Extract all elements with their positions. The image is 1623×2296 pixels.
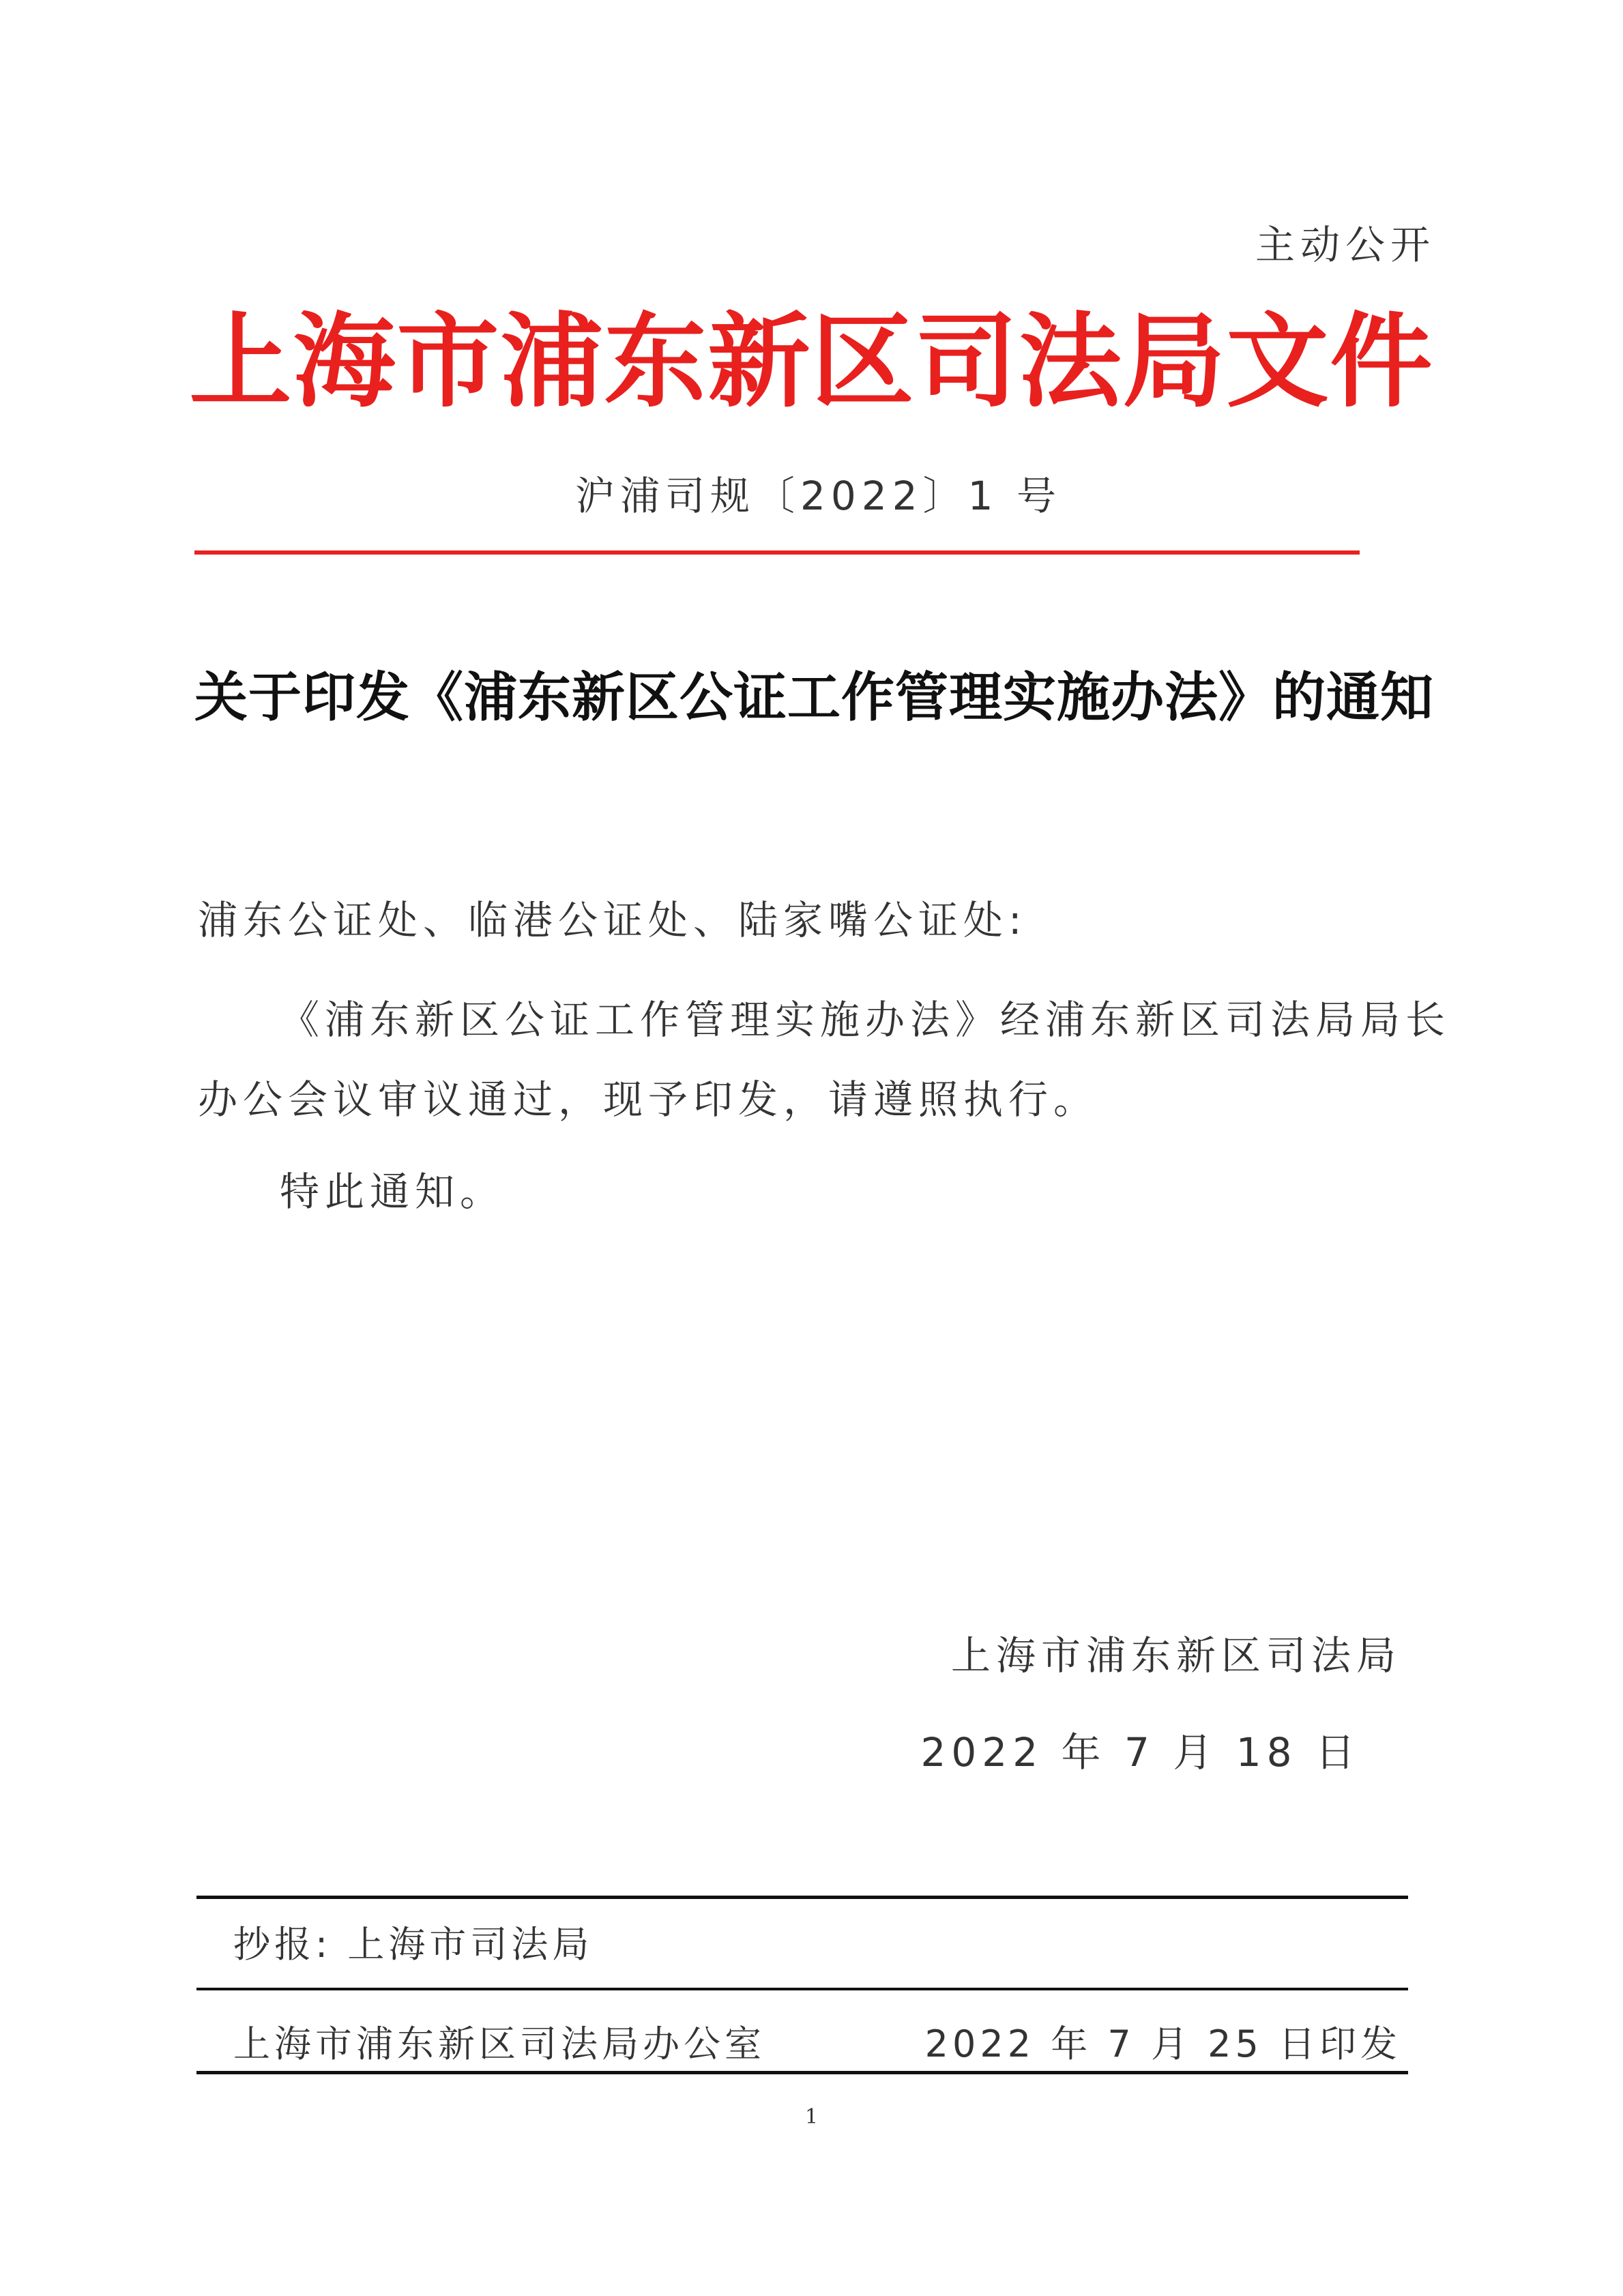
signature-date: 2022 年 7 月 18 日 bbox=[920, 1729, 1360, 1776]
issuer-header: 上海市浦东新区司法局文件 bbox=[189, 301, 1434, 422]
body-paragraph-line-2: 办公会议审议通过，现予印发，请遵照执行。 bbox=[198, 1076, 1099, 1123]
red-divider bbox=[194, 550, 1360, 555]
page-number: 1 bbox=[804, 2105, 819, 2129]
printed-date: 2022 年 7 月 25 日印发 bbox=[924, 2022, 1401, 2065]
salutation: 浦东公证处、临港公证处、陆家嘴公证处: bbox=[198, 897, 1027, 943]
body-paragraph-line-1: 《浦东新区公证工作管理实施办法》经浦东新区司法局局长 bbox=[280, 997, 1451, 1043]
issuing-office: 上海市浦东新区司法局办公室 bbox=[233, 2022, 765, 2065]
footer-rule-top bbox=[196, 1896, 1408, 1899]
notice-title: 关于印发《浦东新区公证工作管理实施办法》的通知 bbox=[194, 666, 1435, 728]
footer-rule-middle bbox=[196, 1988, 1408, 1990]
signature-organization: 上海市浦东新区司法局 bbox=[950, 1632, 1401, 1679]
footer-rule-bottom bbox=[196, 2071, 1408, 2074]
cc-recipients: 抄报: 上海市司法局 bbox=[233, 1923, 594, 1966]
closing-line: 特此通知。 bbox=[280, 1168, 506, 1215]
disclosure-label: 主动公开 bbox=[1255, 222, 1435, 268]
document-number: 沪浦司规〔2022〕1 号 bbox=[575, 473, 1062, 519]
